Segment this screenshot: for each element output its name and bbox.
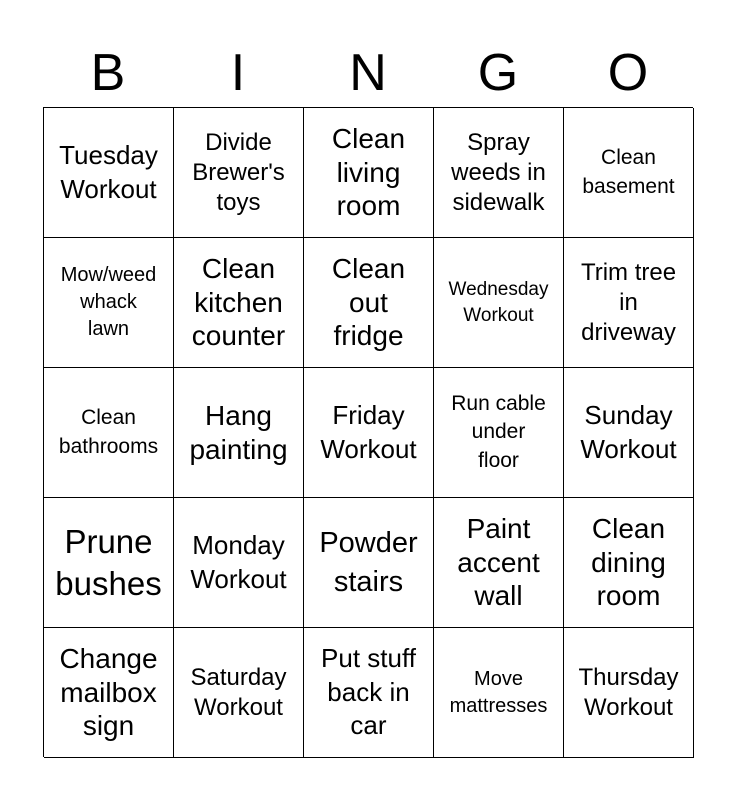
cell-text: Clean basement (582, 146, 675, 198)
bingo-cell-r3-c1[interactable] (44, 368, 174, 498)
bingo-cell-r5-c5[interactable] (564, 628, 694, 758)
cell-text: Put stuff back in car (321, 642, 416, 741)
header-letter-g: G (477, 44, 519, 102)
bingo-cell-r5-c3[interactable] (304, 628, 434, 758)
cell-text: Change mailbox sign (59, 643, 158, 742)
bingo-cell-r4-c3[interactable] (304, 498, 434, 628)
cell-text: Divide Brewer's toys (192, 128, 285, 216)
bingo-cell-r1-c5[interactable] (564, 108, 694, 238)
header-letter-o: O (607, 44, 649, 102)
cell-text: Saturday Workout (190, 663, 287, 721)
header-letter-b: B (90, 44, 126, 102)
bingo-grid (43, 107, 693, 757)
bingo-cell-r5-c4[interactable] (434, 628, 564, 758)
cell-text: Monday Workout (190, 529, 287, 594)
bingo-cell-r1-c1[interactable] (44, 108, 174, 238)
cell-text: Clean out fridge (331, 253, 406, 352)
cell-text: Hang painting (189, 399, 288, 465)
header-letter-n: N (349, 44, 387, 102)
cell-text: Thursday Workout (578, 663, 679, 721)
cell-text: Trim tree in driveway (580, 258, 677, 346)
cell-text: Prune bushes (55, 523, 162, 602)
bingo-cell-r5-c2[interactable] (174, 628, 304, 758)
cell-text: Wednesday Workout (448, 278, 549, 326)
cell-text: Clean living room (331, 123, 406, 222)
cell-text: Run cable under floor (451, 391, 546, 472)
bingo-header (43, 38, 693, 108)
bingo-cell-r4-c2[interactable] (174, 498, 304, 628)
bingo-cell-r5-c1[interactable] (44, 628, 174, 758)
bingo-cell-r2-c2[interactable] (174, 238, 304, 368)
cell-text: Mow/weed whack lawn (60, 264, 157, 340)
bingo-cell-r3-c3[interactable] (304, 368, 434, 498)
cell-text: Clean kitchen counter (191, 253, 286, 352)
bingo-cell-r3-c2[interactable] (174, 368, 304, 498)
bingo-cell-r4-c5[interactable] (564, 498, 694, 628)
bingo-cell-r2-c3[interactable] (304, 238, 434, 368)
cell-text: Sunday Workout (580, 399, 677, 464)
bingo-cell-r3-c4[interactable] (434, 368, 564, 498)
cell-text: Clean bathrooms (58, 406, 159, 458)
cell-text: Tuesday Workout (59, 139, 158, 204)
cell-text: Spray weeds in sidewalk (451, 128, 546, 216)
bingo-cell-r1-c3[interactable] (304, 108, 434, 238)
bingo-cell-r2-c5[interactable] (564, 238, 694, 368)
cell-text: Paint accent wall (457, 513, 540, 612)
cell-text: Powder stairs (319, 527, 418, 598)
bingo-cell-r4-c1[interactable] (44, 498, 174, 628)
bingo-cell-r4-c4[interactable] (434, 498, 564, 628)
cell-text: Friday Workout (320, 399, 417, 464)
cell-text: Move mattresses (449, 667, 548, 717)
bingo-cell-r2-c1[interactable] (44, 238, 174, 368)
bingo-cell-r3-c5[interactable] (564, 368, 694, 498)
header-letter-i: I (230, 44, 246, 102)
bingo-cell-r1-c2[interactable] (174, 108, 304, 238)
cell-text: Clean dining room (591, 513, 666, 612)
bingo-cell-r2-c4[interactable] (434, 238, 564, 368)
bingo-cell-r1-c4[interactable] (434, 108, 564, 238)
